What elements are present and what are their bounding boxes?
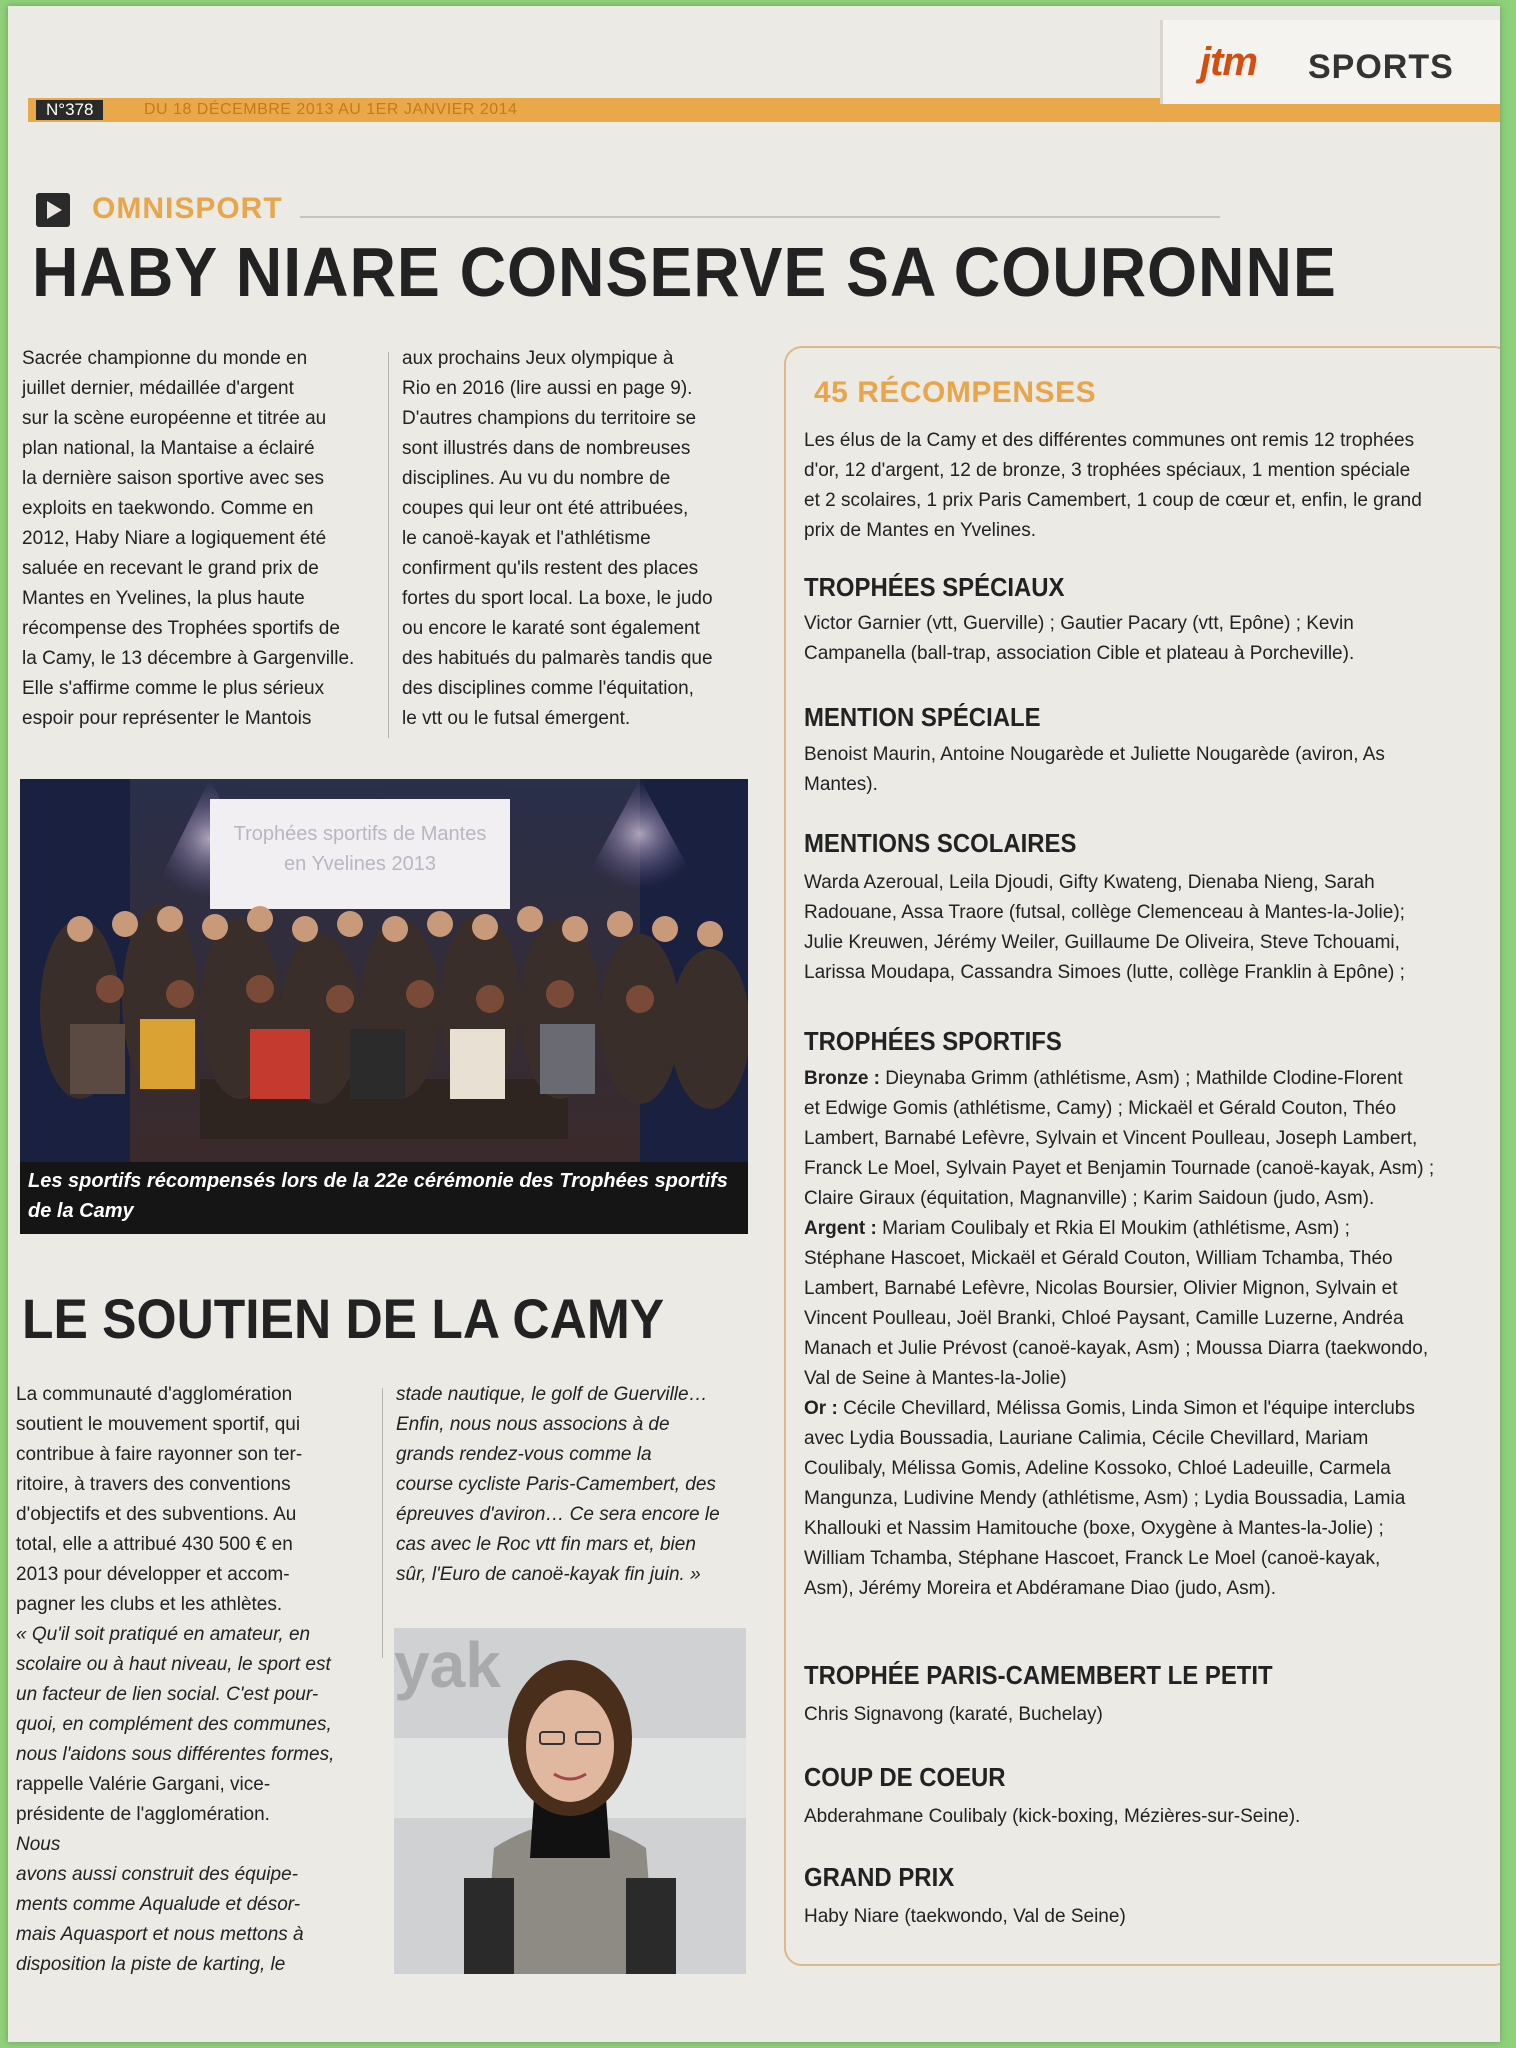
text-line: ritoire, à travers des conventions bbox=[16, 1474, 291, 1495]
text-line: et Edwige Gomis (athlétisme, Camy) ; Mickaël et Gérald Couton, Théo bbox=[804, 1098, 1397, 1119]
text-line: Sacrée championne du monde en bbox=[22, 348, 308, 369]
text-line: la Camy, le 13 décembre à Gargenville. bbox=[22, 648, 355, 669]
text-line: Nous bbox=[16, 1834, 61, 1855]
text-line: William Tchamba, Stéphane Hascoet, Franck Le Moel (canoë-kayak, bbox=[804, 1548, 1381, 1569]
text-line: le canoë-kayak et l'athlétisme bbox=[402, 528, 651, 549]
text-line: stade nautique, le golf de Guerville… bbox=[396, 1384, 708, 1405]
text-line: 2012, Haby Niare a logiquement été bbox=[22, 528, 327, 549]
heading-mentions-scolaires: MENTIONS SCOLAIRES bbox=[804, 828, 1077, 858]
text-line: d'or, 12 d'argent, 12 de bronze, 3 trophées spéciaux, 1 mention spéciale bbox=[804, 460, 1411, 481]
text-line: Cécile Chevillard, Mélissa Gomis, Linda Simon et l'équipe interclubs bbox=[843, 1398, 1415, 1419]
photo-caption: Les sportifs récompensés lors de la 22e cérémonie des Trophées sportifs de la Camy bbox=[20, 1162, 748, 1234]
text-line: saluée en recevant le grand prix de bbox=[22, 558, 319, 579]
text-line: La communauté d'agglomération bbox=[16, 1384, 293, 1405]
text-line: avec Lydia Boussadia, Lauriane Calimia, Cécile Chevillard, Mariam bbox=[804, 1428, 1369, 1449]
text-line: plan national, la Mantaise a éclairé bbox=[22, 438, 315, 459]
text-line: mais Aquasport et nous mettons à bbox=[16, 1924, 304, 1945]
heading-coup-de-coeur: COUP DE COEUR bbox=[804, 1762, 1006, 1792]
mention-speciale-text bbox=[804, 740, 1492, 800]
text-line: total, elle a attribué 430 500 € en bbox=[16, 1534, 293, 1555]
text-line: Mangunza, Ludivine Mendy (athlétisme, Asm) ; Lydia Boussadia, Lamia bbox=[804, 1488, 1406, 1509]
text-line: espoir pour représenter le Mantois bbox=[22, 708, 312, 729]
text-line: Larissa Moudapa, Cassandra Simoes (lutte, collège Franklin à Epône) ; bbox=[804, 962, 1405, 983]
text-line: Rio en 2016 (lire aussi en page 9). bbox=[402, 378, 693, 399]
heading-mention-speciale: MENTION SPÉCIALE bbox=[804, 702, 1041, 732]
subheadline: LE SOUTIEN DE LA CAMY bbox=[22, 1287, 665, 1350]
brand-section-sports: SPORTS bbox=[1308, 48, 1454, 86]
text-line: disciplines. Au vu du nombre de bbox=[402, 468, 671, 489]
text-line: course cycliste Paris-Camembert, des bbox=[396, 1474, 716, 1495]
awards-intro bbox=[804, 426, 1490, 546]
coup-de-coeur-text: Abderahmane Coulibaly (kick-boxing, Mézières-sur-Seine). bbox=[804, 1806, 1301, 1827]
text-line: sur la scène européenne et titrée au bbox=[22, 408, 327, 429]
paris-camembert-text: Chris Signavong (karaté, Buchelay) bbox=[804, 1704, 1103, 1725]
text-line: nous l'aidons sous différentes formes, bbox=[16, 1744, 335, 1765]
text-line: Vincent Poulleau, Joël Branki, Chloé Paysant, Camille Luzerne, Andréa bbox=[804, 1308, 1404, 1329]
text-line: juillet dernier, médaillée d'argent bbox=[22, 378, 294, 399]
text-line: Radouane, Assa Traore (futsal, collège Clemenceau à Mantes-la-Jolie); bbox=[804, 902, 1405, 923]
text-line: Mariam Coulibaly et Rkia El Moukim (athlétisme, Asm) ; bbox=[882, 1218, 1350, 1239]
text-line: Mantes). bbox=[804, 774, 878, 795]
text-line: quoi, en complément des communes, bbox=[16, 1714, 332, 1735]
ceremony-photo bbox=[20, 779, 748, 1173]
text-line: disposition la piste de karting, le bbox=[16, 1954, 286, 1975]
text-line: Val de Seine à Mantes-la-Jolie) bbox=[804, 1368, 1067, 1389]
trophees-sportifs-text bbox=[804, 1064, 1492, 1604]
text-line: exploits en taekwondo. Comme en bbox=[22, 498, 314, 519]
kicker-divider bbox=[300, 216, 1220, 218]
text-line: prix de Mantes en Yvelines. bbox=[804, 520, 1037, 541]
text-line: coupes qui leur ont été attribuées, bbox=[402, 498, 689, 519]
heading-trophees-speciaux: TROPHÉES SPÉCIAUX bbox=[804, 572, 1065, 602]
text-line: avons aussi construit des équipe- bbox=[16, 1864, 298, 1885]
text-line: soutient le mouvement sportif, qui bbox=[16, 1414, 301, 1435]
play-icon bbox=[36, 193, 70, 227]
text-line: grands rendez-vous comme la bbox=[396, 1444, 652, 1465]
article-column-1 bbox=[22, 344, 378, 734]
mentions-scolaires-text bbox=[804, 868, 1492, 988]
medal-label: Bronze : bbox=[804, 1068, 886, 1089]
text-line: des habitués du palmarès tandis que bbox=[402, 648, 713, 669]
section-kicker: OMNISPORT bbox=[92, 192, 283, 225]
labelled-line bbox=[804, 1064, 1492, 1094]
text-line: Les élus de la Camy et des différentes communes ont remis 12 trophées bbox=[804, 430, 1415, 451]
awards-title: 45 RÉCOMPENSES bbox=[814, 376, 1097, 409]
text-line: Julie Kreuwen, Jérémy Weiler, Guillaume De Oliveira, Steve Tchouami, bbox=[804, 932, 1400, 953]
text-line: récompense des Trophées sportifs de bbox=[22, 618, 340, 639]
text-line: « Qu'il soit pratiqué en amateur, en bbox=[16, 1624, 311, 1645]
text-line: ments comme Aqualude et désor- bbox=[16, 1894, 301, 1915]
medal-label: Or : bbox=[804, 1398, 844, 1419]
medal-label: Argent : bbox=[804, 1218, 883, 1239]
text-line: épreuves d'aviron… Ce sera encore le bbox=[396, 1504, 720, 1525]
text-line: Benoist Maurin, Antoine Nougarède et Juliette Nougarède (aviron, As bbox=[804, 744, 1385, 765]
text-line: Dieynaba Grimm (athlétisme, Asm) ; Mathilde Clodine-Florent bbox=[885, 1068, 1403, 1089]
article-column-2 bbox=[402, 344, 748, 734]
issue-number: N°378 bbox=[36, 100, 103, 120]
headline: HABY NIARE CONSERVE SA COURONNE bbox=[32, 233, 1337, 311]
text-line: Lambert, Barnabé Lefèvre, Nicolas Boursier, Olivier Mignon, Sylvain et bbox=[804, 1278, 1398, 1299]
text-line: Campanella (ball-trap, association Cible et plateau à Porcheville). bbox=[804, 643, 1355, 664]
text-line: Franck Le Moel, Sylvain Payet et Benjamin Tournade (canoë-kayak, Asm) ; bbox=[804, 1158, 1435, 1179]
text-line: Mantes en Yvelines, la plus haute bbox=[22, 588, 305, 609]
heading-paris-camembert: TROPHÉE PARIS-CAMEMBERT LE PETIT bbox=[804, 1660, 1273, 1690]
column-divider bbox=[388, 352, 389, 738]
text-line: Lambert, Barnabé Lefèvre, Sylvain et Vincent Poulleau, Joseph Lambert, bbox=[804, 1128, 1418, 1149]
text-line: Coulibaly, Mélissa Gomis, Adeline Kossoko, Chloé Ladeuille, Carmela bbox=[804, 1458, 1391, 1479]
soutien-column-2 bbox=[396, 1380, 748, 1590]
brand-logo-jtm: jtm bbox=[1200, 40, 1257, 84]
text-line: Elle s'affirme comme le plus sérieux bbox=[22, 678, 325, 699]
text-line: scolaire ou à haut niveau, le sport est bbox=[16, 1654, 331, 1675]
text-line: cas avec le Roc vtt fin mars et, bien bbox=[396, 1534, 696, 1555]
text-line: D'autres champions du territoire se bbox=[402, 408, 697, 429]
soutien-column-1 bbox=[16, 1380, 360, 1980]
newspaper-page bbox=[8, 6, 1500, 2042]
text-line: Khallouki et Nassim Hamitouche (boxe, Oxygène à Mantes-la-Jolie) ; bbox=[804, 1518, 1384, 1539]
portrait-backdrop-text: yak bbox=[394, 1629, 501, 1701]
text-line: pagner les clubs et les athlètes. bbox=[16, 1594, 283, 1615]
text-line: fortes du sport local. La boxe, le judo bbox=[402, 588, 713, 609]
text-line: aux prochains Jeux olympique à bbox=[402, 348, 674, 369]
text-line: rappelle Valérie Gargani, vice- bbox=[16, 1774, 271, 1795]
text-line: la dernière saison sportive avec ses bbox=[22, 468, 325, 489]
text-line: Asm), Jérémy Moreira et Abdéramane Diao (judo, Asm). bbox=[804, 1578, 1277, 1599]
text-line: présidente de l'agglomération. bbox=[16, 1804, 270, 1825]
text-line: Victor Garnier (vtt, Guerville) ; Gautier Pacary (vtt, Epône) ; Kevin bbox=[804, 613, 1354, 634]
text-line: Enfin, nous nous associons à de bbox=[396, 1414, 670, 1435]
text-line: ou encore le karaté sont également bbox=[402, 618, 700, 639]
text-line: sont illustrés dans de nombreuses bbox=[402, 438, 691, 459]
text-line: et 2 scolaires, 1 prix Paris Camembert, 1 coup de cœur et, enfin, le grand bbox=[804, 490, 1422, 511]
text-line: des disciplines comme l'équitation, bbox=[402, 678, 694, 699]
grand-prix-text: Haby Niare (taekwondo, Val de Seine) bbox=[804, 1906, 1126, 1927]
text-line: Manach et Julie Prévost (canoë-kayak, Asm) ; Moussa Diarra (taekwondo, bbox=[804, 1338, 1429, 1359]
text-line: sûr, l'Euro de canoë-kayak fin juin. » bbox=[396, 1564, 701, 1585]
labelled-line bbox=[804, 1214, 1492, 1244]
text-line: Warda Azeroual, Leila Djoudi, Gifty Kwateng, Dienaba Nieng, Sarah bbox=[804, 872, 1375, 893]
text-line: le vtt ou le futsal émergent. bbox=[402, 708, 631, 729]
issue-dates: DU 18 DÉCEMBRE 2013 AU 1ER JANVIER 2014 bbox=[144, 101, 518, 118]
heading-trophees-sportifs: TROPHÉES SPORTIFS bbox=[804, 1026, 1062, 1056]
text-line: Claire Giraux (équitation, Magnanville) ; Karim Saidoun (judo, Asm). bbox=[804, 1188, 1375, 1209]
trophees-speciaux-text bbox=[804, 609, 1492, 669]
text-line: Stéphane Hascoet, Mickaël et Gérald Couton, William Tchamba, Théo bbox=[804, 1248, 1393, 1269]
photo-banner-text: Trophées sportifs de Mantes en Yvelines 2013 bbox=[233, 823, 487, 875]
labelled-line bbox=[804, 1394, 1492, 1424]
text-line: un facteur de lien social. C'est pour- bbox=[16, 1684, 319, 1705]
heading-grand-prix: GRAND PRIX bbox=[804, 1862, 955, 1892]
text-line: 2013 pour développer et accom- bbox=[16, 1564, 290, 1585]
text-line: contribue à faire rayonner son ter- bbox=[16, 1444, 303, 1465]
column-divider bbox=[382, 1388, 383, 1658]
text-line: confirment qu'ils restent des places bbox=[402, 558, 699, 579]
text-line: d'objectifs et des subventions. Au bbox=[16, 1504, 297, 1525]
portrait-photo bbox=[394, 1628, 746, 1974]
